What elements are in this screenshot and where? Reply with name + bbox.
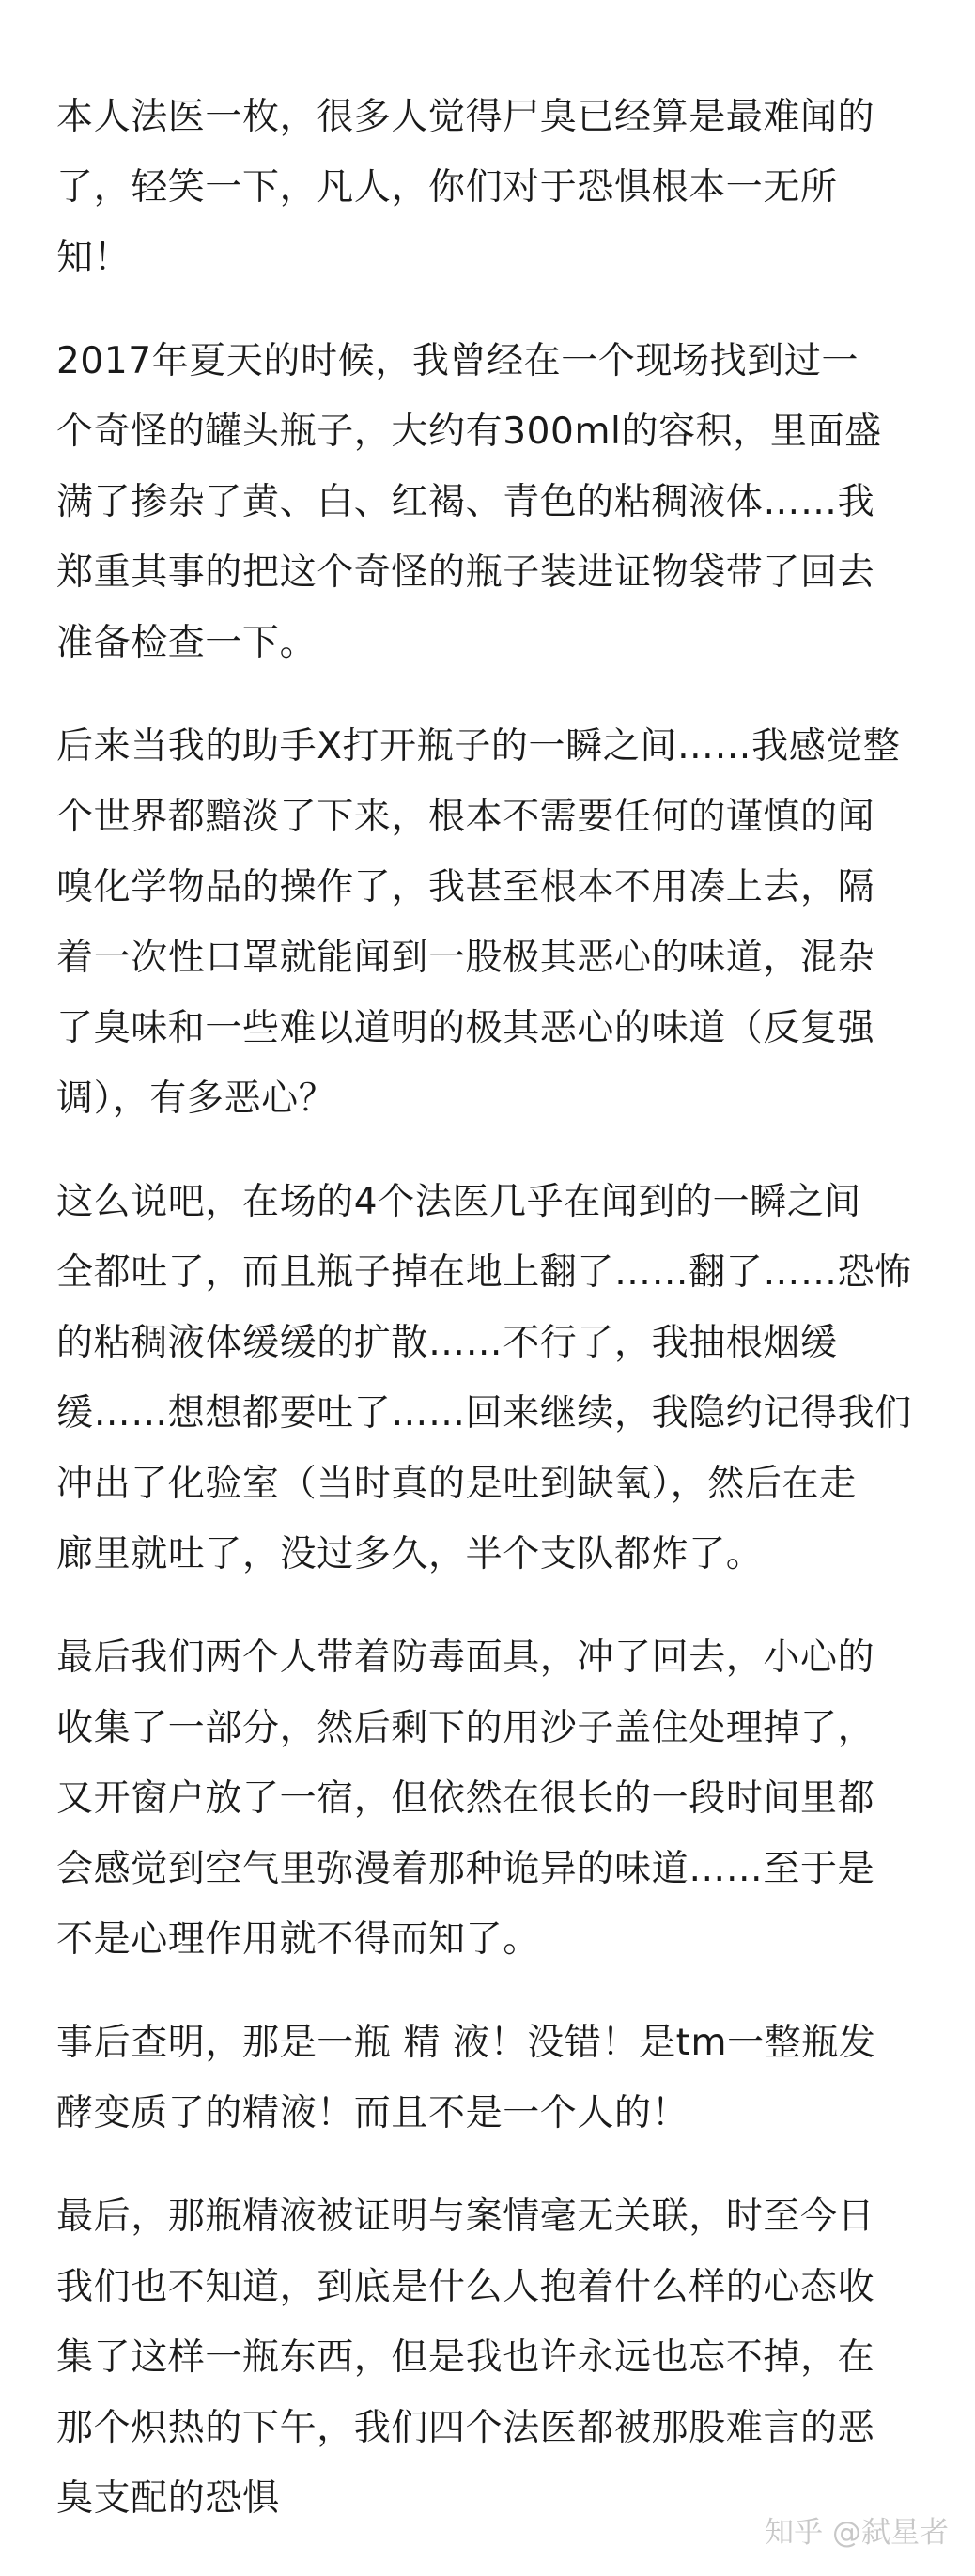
paragraph-4-line-1: 这么说吧，在场的4个法医几乎在闻到的一瞬之间 [56,1181,862,1223]
paragraph-3-line-4: 着一次性口罩就能闻到一股极其恶心的味道，混杂 [56,937,875,979]
paragraph-4-line-3: 的粘稠液体缓缓的扩散……不行了，我抽根烟缓 [56,1322,838,1364]
paragraph-3-line-3: 嗅化学物品的操作了，我甚至根本不用凑上去，隔 [56,866,875,908]
paragraph-5-line-4: 会感觉到空气里弥漫着那种诡异的味道……至于是 [56,1848,875,1890]
paragraph-7-line-4: 那个炽热的下午，我们四个法医都被那股难言的恶 [56,2407,875,2449]
paragraph-6-line-2: 酵变质了的精液！而且不是一个人的！ [56,2092,689,2134]
paragraph-4-line-5: 冲出了化验室（当时真的是吐到缺氧），然后在走 [56,1463,857,1505]
paragraph-3-line-1: 后来当我的助手X打开瓶子的一瞬之间……我感觉整 [56,725,901,768]
paragraph-5-line-5: 不是心理作用就不得而知了。 [56,1918,540,1961]
paragraph-4-line-6: 廊里就吐了，没过多久，半个支队都炸了。 [56,1533,764,1575]
paragraph-5-line-2: 收集了一部分，然后剩下的用沙子盖住处理掉了， [56,1707,875,1749]
paragraph-2-line-2: 个奇怪的罐头瓶子，大约有300ml的容积，里面盛 [56,411,882,453]
paragraph-1-line-2: 了，轻笑一下，凡人，你们对于恐惧根本一无所 [56,166,838,209]
paragraph-5-line-1: 最后我们两个人带着防毒面具，冲了回去，小心的 [56,1637,875,1679]
paragraph-4-line-4: 缓……想想都要吐了……回来继续，我隐约记得我们 [56,1392,912,1435]
paragraph-2-line-4: 郑重其事的把这个奇怪的瓶子装进证物袋带了回去 [56,551,875,594]
paragraph-3-line-6: 调），有多恶心？ [56,1078,336,1120]
paragraph-5-line-3: 又开窗户放了一宿，但依然在很长的一段时间里都 [56,1777,875,1820]
paragraph-4-line-2: 全都吐了，而且瓶子掉在地上翻了……翻了……恐怖 [56,1251,912,1294]
zhihu-watermark: 知乎 @弑星者 [765,2516,949,2550]
paragraph-1-line-1: 本人法医一枚，很多人觉得尸臭已经算是最难闻的 [56,96,875,138]
paragraph-7-line-3: 集了这样一瓶东西，但是我也许永远也忘不掉，在 [56,2336,875,2379]
paragraph-2-line-3: 满了掺杂了黄、白、红褐、青色的粘稠液体……我 [56,481,875,523]
paragraph-7-line-2: 我们也不知道，到底是什么人抱着什么样的心态收 [56,2266,875,2308]
paragraph-6-line-1: 事后查明，那是一瓶 精 液！没错！是tm一整瓶发 [56,2022,876,2064]
paragraph-7-line-1: 最后，那瓶精液被证明与案情毫无关联，时至今日 [56,2196,875,2238]
paragraph-2-line-5: 准备检查一下。 [56,622,317,664]
paragraph-2-line-1: 2017年夏天的时候，我曾经在一个现场找到过一 [56,340,859,382]
paragraph-7-line-5: 臭支配的恐惧 [56,2477,280,2520]
paragraph-3-line-2: 个世界都黯淡了下来，根本不需要任何的谨慎的闻 [56,796,875,838]
paragraph-3-line-5: 了臭味和一些难以道明的极其恶心的味道（反复强 [56,1007,875,1049]
paragraph-1-line-3: 知！ [56,237,132,279]
